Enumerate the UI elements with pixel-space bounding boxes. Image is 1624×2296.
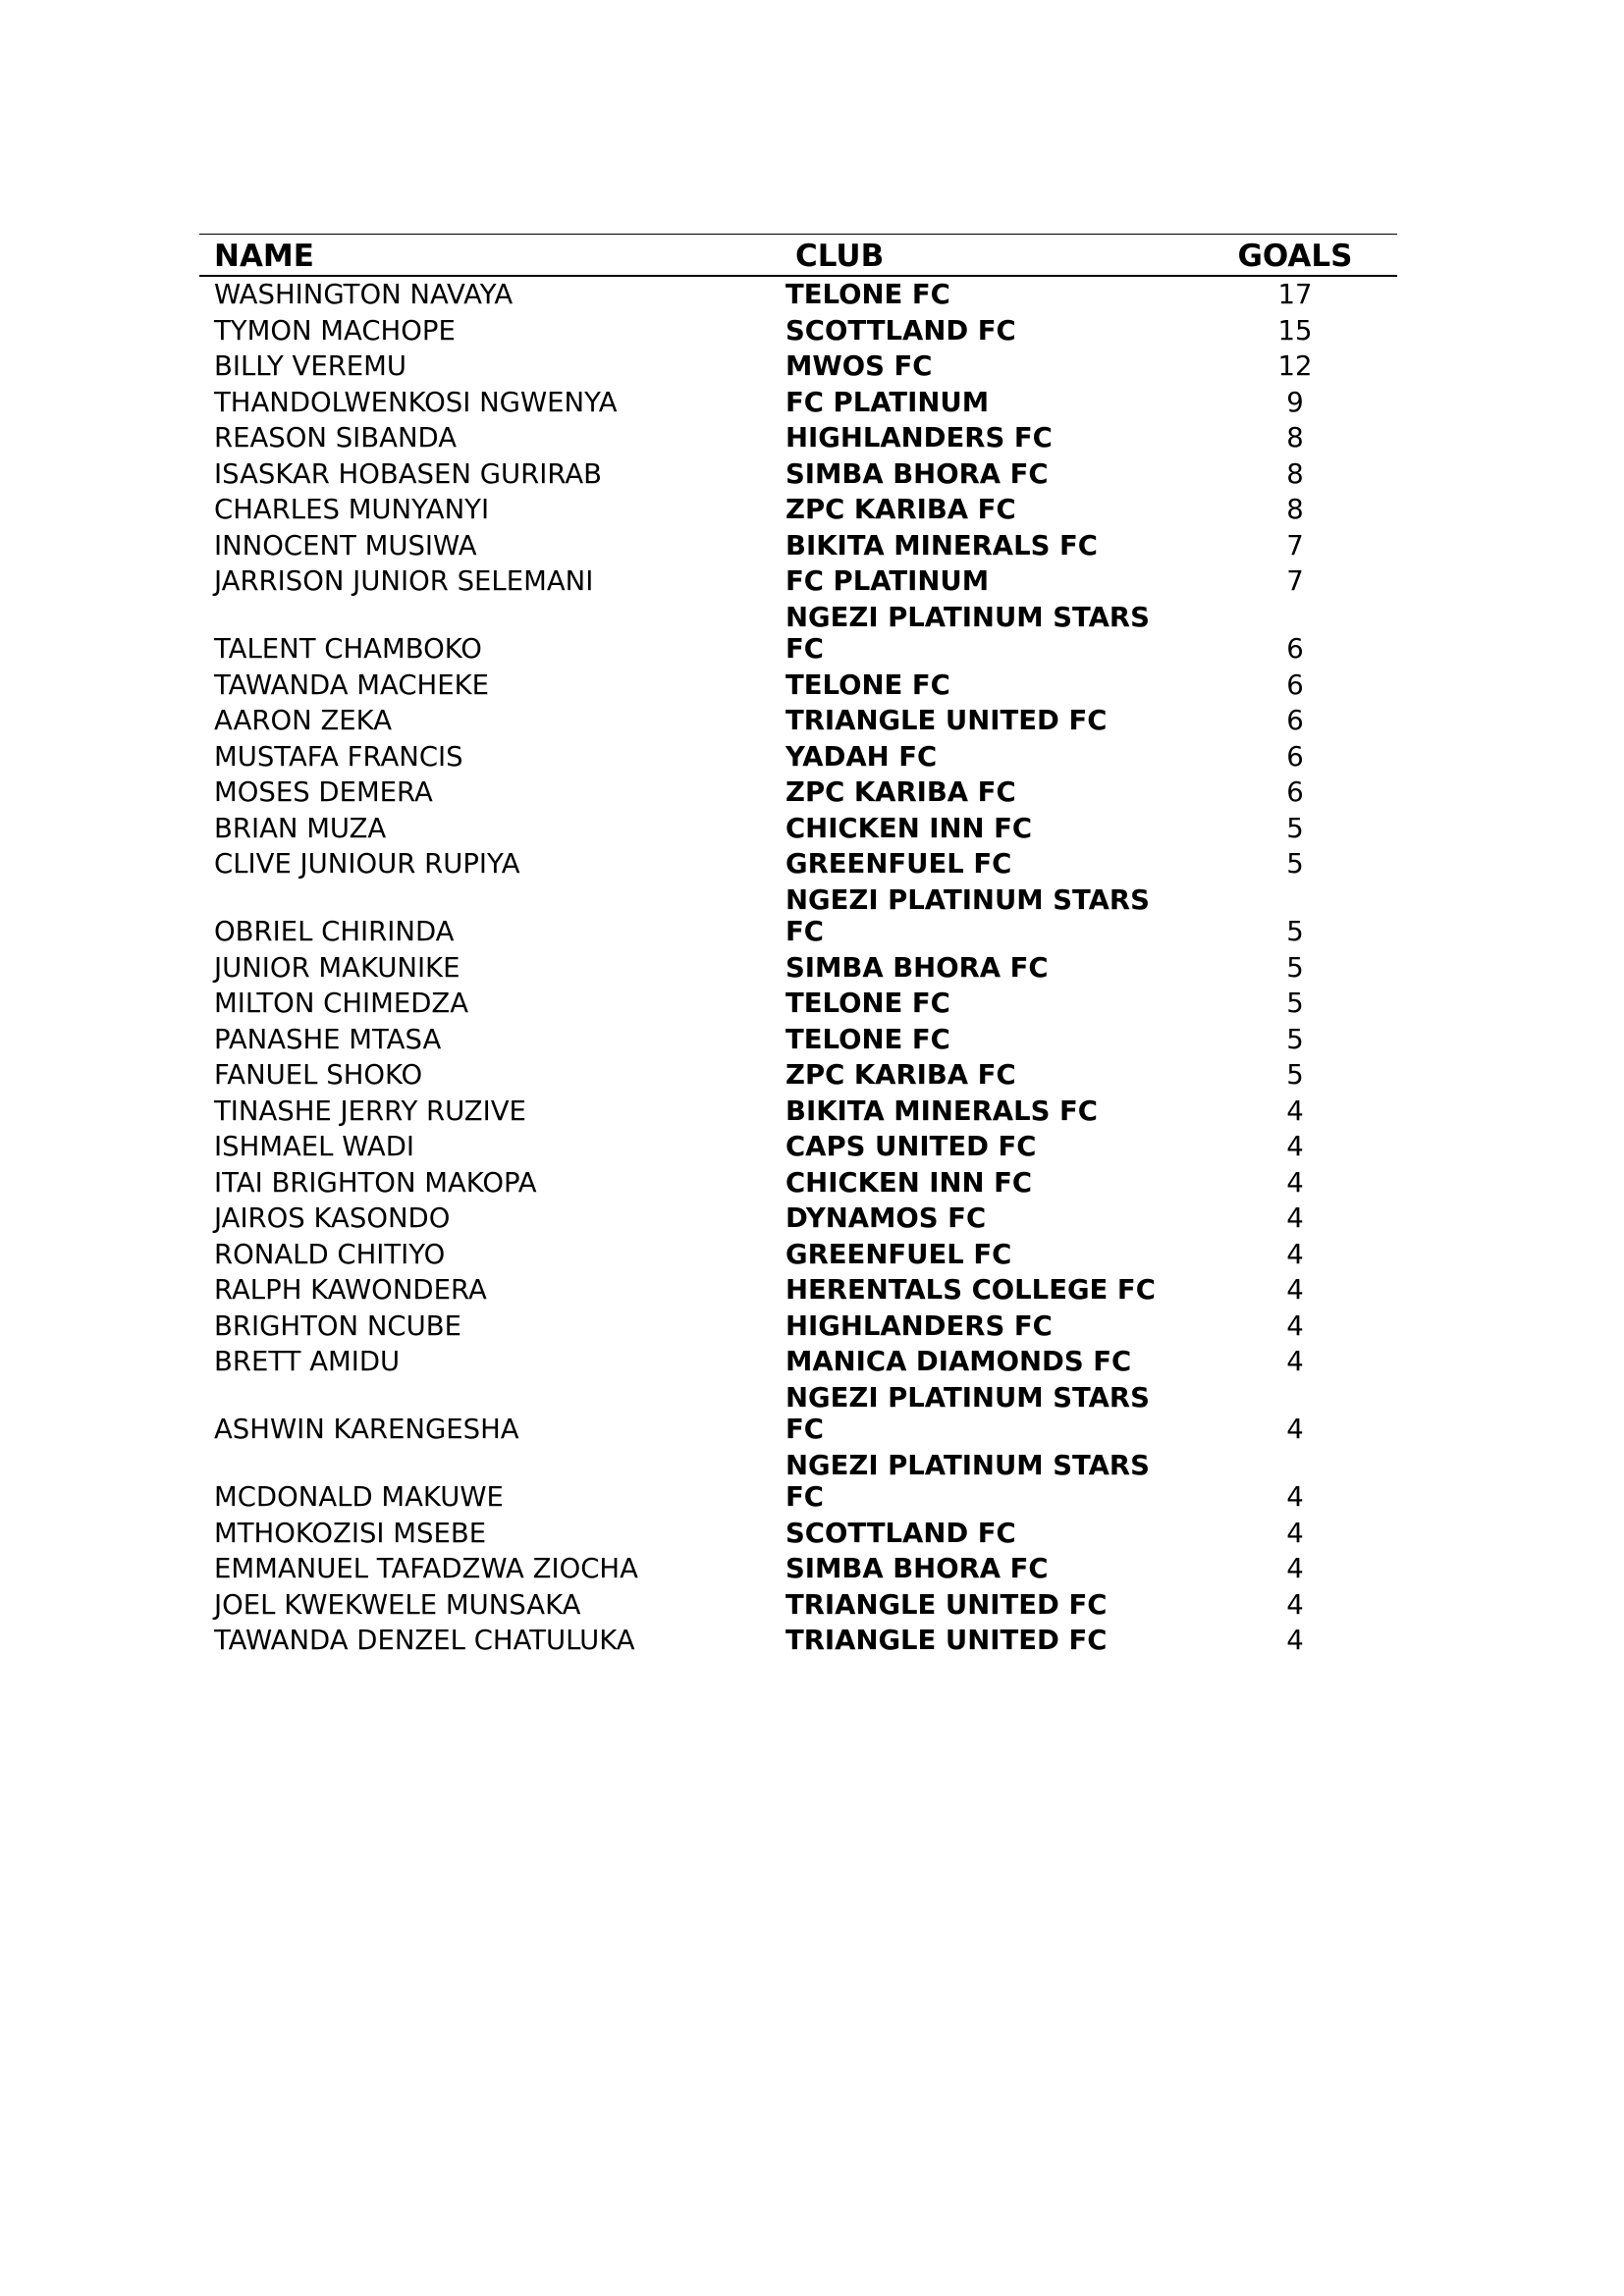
table-row (199, 276, 1397, 313)
goals-count: 4 (1286, 1095, 1304, 1127)
goals-count: 8 (1286, 422, 1304, 454)
player-name: AARON ZEKA (214, 705, 393, 736)
club-name: NGEZI PLATINUM STARS FC (785, 1449, 1150, 1513)
club-name: NGEZI PLATINUM STARS FC (785, 883, 1150, 947)
club-name: GREENFUEL FC (785, 1238, 1012, 1270)
goals-count: 7 (1286, 565, 1304, 597)
goals-count: 6 (1286, 740, 1304, 773)
table-row (199, 456, 1397, 493)
table-row (199, 528, 1397, 564)
goals-count: 5 (1286, 812, 1304, 844)
club-name: ZPC KARIBA FC (785, 776, 1016, 808)
club-name: TELONE FC (785, 988, 950, 1019)
club-name: NGEZI PLATINUM STARS FC (785, 1381, 1150, 1445)
club-name: SIMBA BHORA FC (785, 457, 1049, 490)
player-name: TAWANDA MACHEKE (214, 668, 490, 701)
player-name: MILTON CHIMEDZA (214, 988, 469, 1019)
table-row (199, 667, 1397, 704)
table-row (199, 1201, 1397, 1237)
club-name: TELONE FC (785, 1023, 950, 1055)
player-name: EMMANUEL TAFADZWA ZIOCHA (214, 1553, 638, 1584)
player-name: PANASHE MTASA (214, 1023, 442, 1055)
goals-count: 4 (1286, 1202, 1304, 1234)
table-row (199, 1165, 1397, 1201)
player-name: MOSES DEMERA (214, 776, 433, 808)
table-row (199, 774, 1397, 811)
player-name: TINASHE JERRY RUZIVE (214, 1095, 526, 1127)
club-name: MWOS FC (785, 350, 933, 382)
goals-count: 4 (1286, 1588, 1304, 1621)
player-name: THANDOLWENKOSI NGWENYA (214, 386, 618, 418)
player-name: JOEL KWEKWELE MUNSAKA (214, 1588, 581, 1621)
top-scorers-table (199, 234, 1397, 1659)
club-name: MANICA DIAMONDS FC (785, 1346, 1132, 1377)
table-header (199, 235, 1397, 277)
table-row (199, 1380, 1397, 1448)
table-row (199, 600, 1397, 667)
table-row (199, 313, 1397, 349)
club-name: SIMBA BHORA FC (785, 1553, 1049, 1584)
table-row (199, 492, 1397, 528)
goals-count: 4 (1286, 1517, 1304, 1549)
goals-count: 8 (1286, 457, 1304, 490)
player-name: RONALD CHITIYO (214, 1238, 446, 1270)
player-name: ITAI BRIGHTON MAKOPA (214, 1166, 537, 1199)
table-row (199, 1022, 1397, 1058)
table-row (199, 1516, 1397, 1552)
player-name: RALPH KAWONDERA (214, 1274, 487, 1306)
goals-count: 6 (1286, 633, 1304, 665)
goals-count: 5 (1286, 1059, 1304, 1091)
player-name: WASHINGTON NAVAYA (214, 279, 514, 310)
club-name: SCOTTLAND FC (785, 314, 1016, 347)
goals-count: 4 (1286, 1309, 1304, 1342)
table-row (199, 882, 1397, 950)
table-row (199, 950, 1397, 987)
header-name: NAME (214, 239, 314, 274)
player-name: JARRISON JUNIOR SELEMANI (214, 565, 594, 597)
goals-count: 6 (1286, 668, 1304, 701)
player-name: CLIVE JUNIOUR RUPIYA (214, 848, 520, 880)
goals-count: 4 (1286, 1625, 1304, 1656)
goals-count: 4 (1286, 1238, 1304, 1270)
goals-count: 17 (1277, 279, 1313, 310)
player-name: BRIGHTON NCUBE (214, 1309, 461, 1342)
table-row (199, 1094, 1397, 1130)
club-name: GREENFUEL FC (785, 848, 1012, 880)
player-name: BRIAN MUZA (214, 812, 387, 844)
player-name: OBRIEL CHIRINDA (214, 916, 455, 947)
goals-count: 4 (1286, 1166, 1304, 1199)
goals-count: 5 (1286, 916, 1304, 947)
goals-count: 7 (1286, 529, 1304, 561)
table-row (199, 1129, 1397, 1165)
player-name: CHARLES MUNYANYI (214, 494, 490, 525)
player-name: MUSTAFA FRANCIS (214, 740, 463, 773)
club-name: CAPS UNITED FC (785, 1131, 1037, 1162)
club-name: CHICKEN INN FC (785, 812, 1033, 844)
player-name: JUNIOR MAKUNIKE (214, 951, 460, 984)
header-goals: GOALS (1237, 239, 1353, 274)
player-name: FANUEL SHOKO (214, 1059, 423, 1091)
table-body (199, 276, 1397, 1659)
goals-count: 12 (1277, 350, 1313, 382)
goals-count: 5 (1286, 988, 1304, 1019)
goals-count: 5 (1286, 951, 1304, 984)
club-name: TRIANGLE UNITED FC (785, 1588, 1108, 1621)
goals-count: 8 (1286, 494, 1304, 525)
table-row (199, 1551, 1397, 1587)
player-name: TYMON MACHOPE (214, 314, 456, 347)
player-name: INNOCENT MUSIWA (214, 529, 477, 561)
table-row (199, 739, 1397, 775)
player-name: TAWANDA DENZEL CHATULUKA (214, 1625, 635, 1656)
table-row (199, 1057, 1397, 1094)
club-name: CHICKEN INN FC (785, 1166, 1033, 1199)
table-row (199, 703, 1397, 739)
player-name: BILLY VEREMU (214, 350, 407, 382)
player-name: TALENT CHAMBOKO (214, 633, 482, 665)
club-name: BIKITA MINERALS FC (785, 1095, 1098, 1127)
club-name: DYNAMOS FC (785, 1202, 987, 1234)
table-row (199, 986, 1397, 1022)
goals-count: 4 (1286, 1553, 1304, 1584)
goals-count: 4 (1286, 1414, 1304, 1445)
goals-count: 4 (1286, 1346, 1304, 1377)
table-row (199, 1344, 1397, 1380)
goals-count: 15 (1277, 314, 1313, 347)
club-name: ZPC KARIBA FC (785, 494, 1016, 525)
player-name: ISASKAR HOBASEN GURIRAB (214, 457, 603, 490)
player-name: REASON SIBANDA (214, 422, 458, 454)
goals-count: 6 (1286, 705, 1304, 736)
header-club: CLUB (795, 239, 885, 274)
club-name: ZPC KARIBA FC (785, 1059, 1016, 1091)
club-name: YADAH FC (785, 740, 938, 773)
goals-count: 6 (1286, 776, 1304, 808)
club-name: FC PLATINUM (785, 565, 990, 597)
club-name: FC PLATINUM (785, 386, 990, 418)
club-name: HERENTALS COLLEGE FC (785, 1274, 1156, 1306)
goals-count: 9 (1286, 386, 1304, 418)
club-name: TELONE FC (785, 279, 950, 310)
table-row (199, 1448, 1397, 1516)
table-row (199, 811, 1397, 847)
table-row (199, 1623, 1397, 1659)
table-row (199, 1272, 1397, 1308)
table-row (199, 846, 1397, 882)
club-name: HIGHLANDERS FC (785, 422, 1053, 454)
club-name: TRIANGLE UNITED FC (785, 705, 1108, 736)
club-name: NGEZI PLATINUM STARS FC (785, 601, 1150, 665)
table-row (199, 348, 1397, 385)
table-row (199, 563, 1397, 600)
goals-count: 5 (1286, 1023, 1304, 1055)
player-name: ASHWIN KARENGESHA (214, 1414, 519, 1445)
player-name: JAIROS KASONDO (214, 1202, 451, 1234)
player-name: MTHOKOZISI MSEBE (214, 1517, 487, 1549)
goals-count: 4 (1286, 1274, 1304, 1306)
table-row (199, 1237, 1397, 1273)
header-row (199, 235, 1397, 277)
club-name: SCOTTLAND FC (785, 1517, 1016, 1549)
goals-count: 5 (1286, 848, 1304, 880)
table-row (199, 1308, 1397, 1345)
club-name: HIGHLANDERS FC (785, 1309, 1053, 1342)
player-name: MCDONALD MAKUWE (214, 1481, 504, 1513)
player-name: ISHMAEL WADI (214, 1131, 415, 1162)
table-row (199, 420, 1397, 456)
club-name: TRIANGLE UNITED FC (785, 1625, 1108, 1656)
club-name: TELONE FC (785, 668, 950, 701)
player-name: BRETT AMIDU (214, 1346, 401, 1377)
table-row (199, 1587, 1397, 1624)
table-row (199, 385, 1397, 421)
goals-count: 4 (1286, 1131, 1304, 1162)
club-name: BIKITA MINERALS FC (785, 529, 1098, 561)
goals-count: 4 (1286, 1481, 1304, 1513)
club-name: SIMBA BHORA FC (785, 951, 1049, 984)
